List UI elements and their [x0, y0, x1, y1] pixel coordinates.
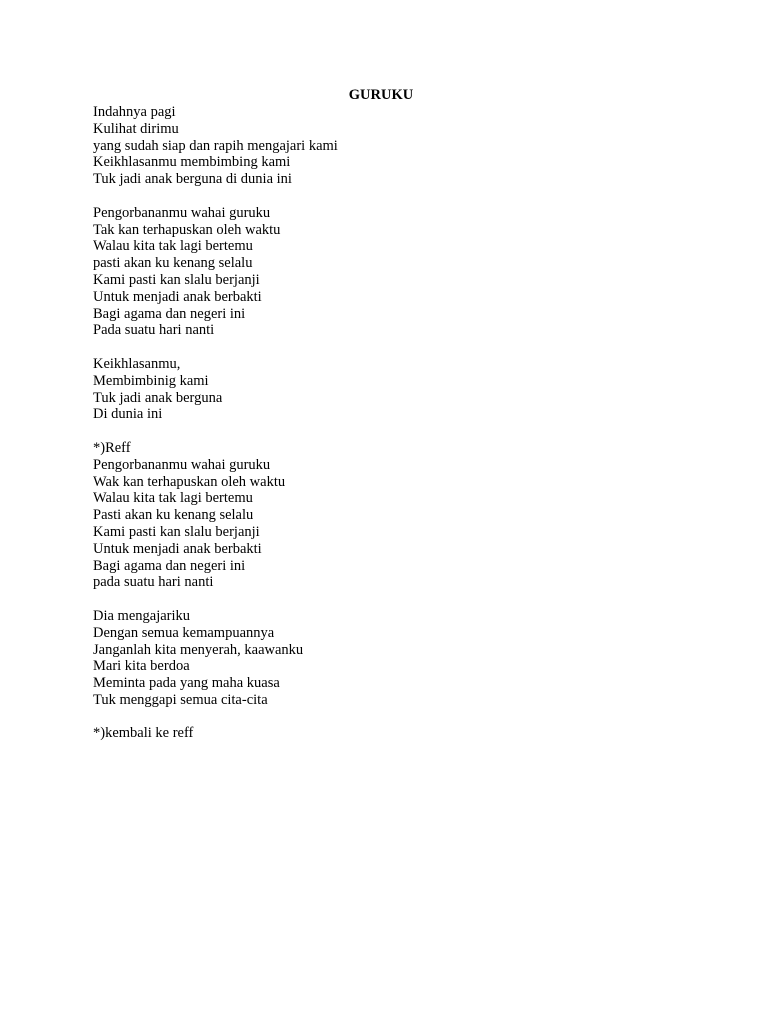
poem-line: Keikhlasanmu membimbing kami [93, 154, 291, 171]
poem-line: Kami pasti kan slalu berjanji [93, 523, 260, 540]
poem-line: Pada suatu hari nanti [93, 322, 215, 339]
poem-line: Di dunia ini [93, 406, 163, 423]
poem-line: Bagi agama dan negeri ini [93, 557, 246, 574]
poem-line: pada suatu hari nanti [93, 574, 214, 591]
poem-line: yang sudah siap dan rapih mengajari kami [93, 137, 338, 154]
poem-line: Pasti akan ku kenang selalu [93, 507, 254, 524]
poem-line: Tak kan terhapuskan oleh waktu [93, 221, 281, 238]
poem-line: Membimbinig kami [93, 372, 209, 389]
poem-line: Dia mengajariku [93, 607, 191, 624]
stanza-5 [93, 608, 675, 709]
stanza-6 [93, 725, 675, 742]
document-page [93, 87, 675, 742]
poem-line: Untuk menjadi anak berbakti [93, 540, 262, 557]
poem-line: Tuk jadi anak berguna [93, 389, 223, 406]
stanza-2 [93, 205, 675, 339]
poem-line: Bagi agama dan negeri ini [93, 305, 246, 322]
poem-line: Walau kita tak lagi bertemu [93, 238, 253, 255]
page-title: GURUKU [348, 87, 414, 103]
poem-line: Keikhlasanmu, [93, 355, 181, 372]
poem-line: *)Reff [93, 439, 131, 456]
stanza-1 [93, 104, 675, 188]
poem-line: Untuk menjadi anak berbakti [93, 288, 262, 305]
poem-line: Indahnya pagi [93, 104, 176, 120]
stanza-4 [93, 440, 675, 591]
poem-line: Walau kita tak lagi bertemu [93, 490, 253, 507]
poem-line: Tuk jadi anak berguna di dunia ini [93, 171, 292, 188]
poem-line: Wak kan terhapuskan oleh waktu [93, 473, 286, 490]
poem-line: Pengorbananmu wahai guruku [93, 456, 271, 473]
poem-line: Kulihat dirimu [93, 120, 179, 137]
poem-line: Dengan semua kemampuannya [93, 624, 275, 641]
stanza-3 [93, 356, 675, 423]
poem-line: *)kembali ke reff [93, 725, 194, 742]
poem-line: pasti akan ku kenang selalu [93, 255, 253, 272]
poem-body [93, 104, 675, 742]
poem-line: Pengorbananmu wahai guruku [93, 204, 271, 221]
poem-line: Meminta pada yang maha kuasa [93, 675, 280, 692]
poem-line: Kami pasti kan slalu berjanji [93, 271, 260, 288]
poem-line: Mari kita berdoa [93, 658, 190, 675]
poem-line: Janganlah kita menyerah, kaawanku [93, 641, 304, 658]
poem-line: Tuk menggapi semua cita-cita [93, 691, 268, 708]
